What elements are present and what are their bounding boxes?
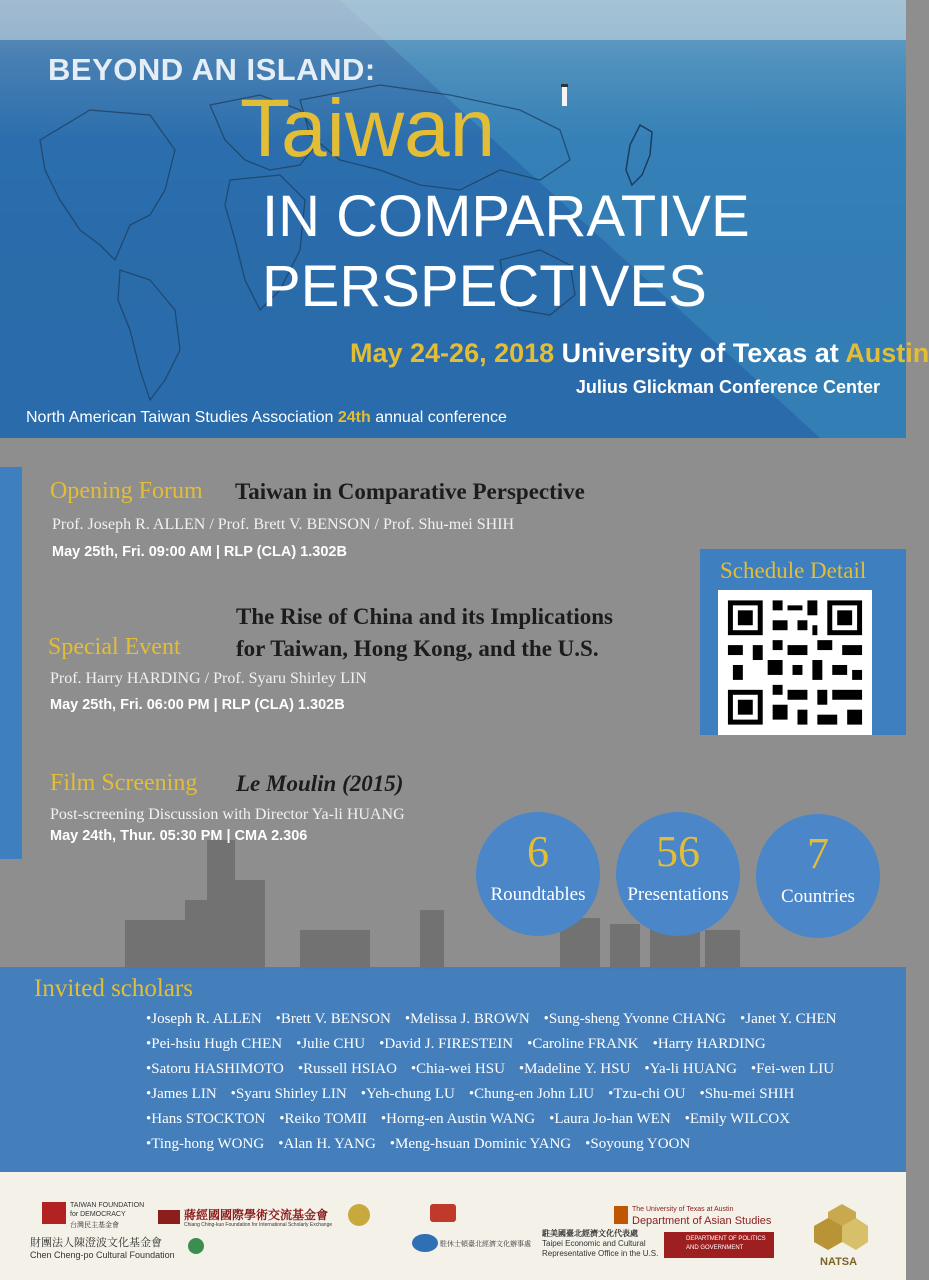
opening-forum-label: Opening Forum <box>50 478 203 504</box>
cccf-name-zh: 財團法人陳澄波文化基金會 <box>30 1237 162 1249</box>
schedule-qr-code-icon[interactable] <box>718 590 872 735</box>
special-event-title-line-2: for Taiwan, Hong Kong, and the U.S. <box>236 636 599 661</box>
special-event-title-line-1: The Rise of China and its Implications <box>236 604 614 629</box>
scholar-row <box>146 1011 851 1028</box>
tfd-name-zh: 台灣民主基金會 <box>70 1222 119 1229</box>
scholar-name: •Melissa J. BROWN <box>404 1011 530 1027</box>
scholar-name: •Janet Y. CHEN <box>740 1011 837 1027</box>
film-screening-time: May 24th, Thur. 05:30 PM | CMA 2.306 <box>50 828 308 844</box>
tecro-en-1: Taipei Economic and Cultural <box>542 1239 646 1248</box>
film-screening-discussion: Post-screening Discussion with Director Ya-li HUANG <box>50 806 405 823</box>
main-title: Taiwan <box>240 83 496 174</box>
left-accent-bar <box>0 467 22 859</box>
scholar-name: •Laura Jo-han WEN <box>549 1111 671 1127</box>
stat-countries <box>756 814 880 938</box>
cccf-name-en: Chen Cheng-po Cultural Foundation <box>30 1250 175 1260</box>
special-event-label: Special Event <box>48 634 181 660</box>
special-event-speakers: Prof. Harry HARDING / Prof. Syaru Shirley LIN <box>50 670 367 687</box>
scholar-name: •Shu-mei SHIH <box>699 1086 795 1102</box>
film-screening-label: Film Screening <box>50 770 198 796</box>
stat-countries-label: Countries <box>781 886 855 907</box>
stat-roundtables <box>476 812 600 936</box>
tecro-en-2: Representative Office in the U.S. <box>542 1249 659 1258</box>
scholar-name: •Joseph R. ALLEN <box>146 1011 262 1027</box>
ut-department: Department of Asian Studies <box>632 1215 772 1227</box>
scholar-name: •Julie CHU <box>296 1036 366 1052</box>
scholar-name: •Fei-wen LIU <box>750 1061 835 1077</box>
leaf-logo-icon <box>188 1238 204 1254</box>
natsa-logo-icon <box>808 1192 870 1252</box>
film-screening-title: Le Moulin (2015) <box>236 771 404 796</box>
scholar-name: •Hans STOCKTON <box>146 1111 266 1127</box>
conference-date-line <box>350 338 929 369</box>
invited-scholars-title: Invited scholars <box>34 975 193 1002</box>
tfd-tse-logo-icon <box>430 1204 456 1222</box>
globe-logo-icon <box>412 1234 438 1252</box>
tfd-name-1: TAIWAN FOUNDATION <box>70 1202 145 1209</box>
scholar-row <box>146 1136 704 1153</box>
association-suffix: annual conference <box>375 409 507 426</box>
cck-foundation-logo-icon <box>158 1210 180 1224</box>
scholar-name: •Caroline FRANK <box>527 1036 639 1052</box>
scholar-name: •Soyoung YOON <box>585 1136 691 1152</box>
stat-presentations-number: 56 <box>656 827 700 876</box>
lighthouse-icon <box>562 86 567 106</box>
subtitle-line-2: PERSPECTIVES <box>262 254 707 319</box>
kicker-title: BEYOND AN ISLAND: <box>48 52 376 87</box>
scholar-name: •Satoru HASHIMOTO <box>146 1061 284 1077</box>
gov-line-2: AND GOVERNMENT <box>686 1245 744 1251</box>
tfd-name-2: for DEMOCRACY <box>70 1211 126 1218</box>
scholar-row <box>146 1036 780 1053</box>
scholar-name: •Ting-hong WONG <box>146 1136 265 1152</box>
scholar-name: •Chung-en John LIU <box>468 1086 595 1102</box>
cck-foundation-en: Chiang Ching-kuo Foundation for International Scholarly Exchange <box>184 1222 333 1228</box>
tfd-logo-icon <box>42 1202 66 1224</box>
ut-name: The University of Texas at Austin <box>632 1206 734 1213</box>
conference-dates: May 24-26, 2018 <box>350 338 555 368</box>
subtitle-line-1: IN COMPARATIVE <box>262 184 750 249</box>
scholar-name: •Syaru Shirley LIN <box>230 1086 347 1102</box>
venue-name: Julius Glickman Conference Center <box>575 377 880 397</box>
university-name: University of Texas at <box>561 338 839 368</box>
scholar-name: •Madeline Y. HSU <box>518 1061 631 1077</box>
association-line <box>26 409 507 427</box>
scholar-row <box>146 1086 808 1103</box>
scholar-name: •Yeh-chung LU <box>360 1086 455 1102</box>
scholar-name: •Meng-hsuan Dominic YANG <box>389 1136 572 1152</box>
sponsor-footer <box>0 1172 906 1280</box>
opening-forum-time: May 25th, Fri. 09:00 AM | RLP (CLA) 1.302B <box>52 544 347 560</box>
natsa-name: NATSA <box>820 1256 858 1268</box>
stat-presentations-label: Presentations <box>627 884 729 905</box>
university-city: Austin <box>845 338 929 368</box>
hero-banner <box>0 0 929 438</box>
tecro-houston-zh: 駐休士頓臺北經濟文化辦事處 <box>440 1241 531 1248</box>
scholar-name: •Chia-wei HSU <box>410 1061 505 1077</box>
scholar-name: •Harry HARDING <box>652 1036 766 1052</box>
scholar-name: •James LIN <box>146 1086 217 1102</box>
scholar-name: •Pei-hsiu Hugh CHEN <box>146 1036 283 1052</box>
opening-forum-speakers: Prof. Joseph R. ALLEN / Prof. Brett V. BENSON / Prof. Shu-mei SHIH <box>52 516 515 533</box>
scholar-row <box>146 1111 804 1128</box>
association-name: North American Taiwan Studies Association <box>26 409 334 426</box>
scholar-row <box>146 1061 848 1078</box>
scholar-name: •Tzu-chi OU <box>608 1086 686 1102</box>
scholar-name: •Reiko TOMII <box>279 1111 367 1127</box>
association-edition: 24th <box>337 409 371 426</box>
scholar-name: •Ya-li HUANG <box>644 1061 737 1077</box>
scholar-name: •Alan H. YANG <box>278 1136 376 1152</box>
special-event-time: May 25th, Fri. 06:00 PM | RLP (CLA) 1.302B <box>50 697 345 713</box>
scholar-name: •Sung-sheng Yvonne CHANG <box>543 1011 727 1027</box>
seal-logo-icon <box>348 1204 370 1226</box>
ut-shield-icon <box>614 1206 628 1224</box>
stat-roundtables-label: Roundtables <box>490 884 586 905</box>
stat-roundtables-number: 6 <box>527 827 549 876</box>
stat-countries-number: 7 <box>807 829 829 878</box>
scholar-name: •Russell HSIAO <box>297 1061 397 1077</box>
scholar-name: •Brett V. BENSON <box>275 1011 391 1027</box>
opening-forum-title: Taiwan in Comparative Perspective <box>235 479 585 504</box>
scholar-name: •David J. FIRESTEIN <box>379 1036 514 1052</box>
schedule-detail-title: Schedule Detail <box>720 558 867 583</box>
tecro-zh: 駐美國臺北經濟文化代表處 <box>542 1229 638 1238</box>
cck-foundation-zh: 蔣經國國際學術交流基金會 <box>184 1208 329 1222</box>
stat-presentations <box>616 812 740 936</box>
gov-line-1: DEPARTMENT OF POLITICS <box>686 1236 766 1242</box>
scholar-name: •Horng-en Austin WANG <box>380 1111 536 1127</box>
scholar-name: •Emily WILCOX <box>684 1111 791 1127</box>
